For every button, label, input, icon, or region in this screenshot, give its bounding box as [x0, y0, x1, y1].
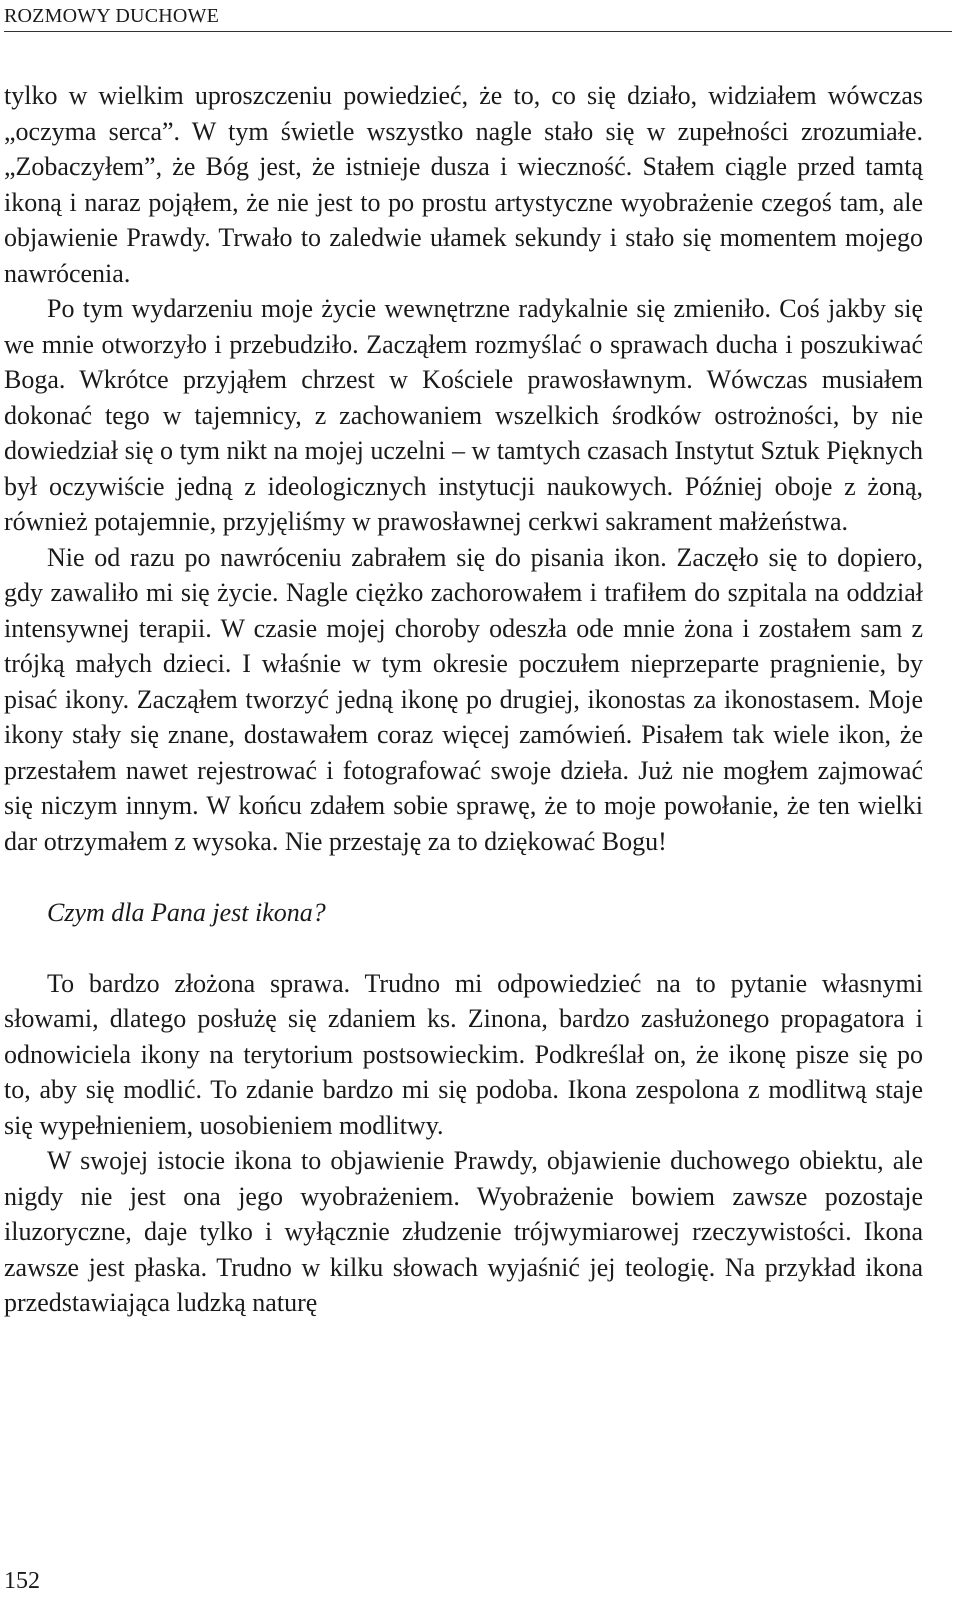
running-header	[4, 4, 952, 32]
body-text	[4, 78, 923, 1321]
running-title: ROZMOWY DUCHOWE	[4, 5, 220, 27]
paragraph: tylko w wielkim uproszczeniu powiedzieć, że to, co się działo, widziałem wówczas „oczyma serca”. W tym świetle wszystko nagle stało się w zupełności zrozumiałe. „Zobaczyłem”, że Bóg jest, że istnieje dusza i wieczność. Stałem ciągle przed tamtą ikoną i naraz pojąłem, że nie jest to po prostu artystyczne wyobrażenie czegoś tam, ale objawienie Prawdy. Trwało to zaledwie ułamek sekundy i stało się momentem mojego nawrócenia.	[4, 81, 923, 288]
interview-question: Czym dla Pana jest ikona?	[47, 897, 326, 927]
page-number: 152	[4, 1568, 40, 1594]
paragraph: Po tym wydarzeniu moje życie wewnętrzne radykalnie się zmieniło. Coś jakby się we mnie otworzyło i przebudziło. Zacząłem rozmyślać o sprawach ducha i poszukiwać Boga. Wkrótce przyjąłem chrzest w Kościele prawosławnym. Wówczas musiałem dokonać tego w tajemnicy, z zachowaniem wszelkich środków ostrożności, by nie dowiedział się o tym nikt na mojej uczelni – w tamtych czasach Instytut Sztuk Pięknych był oczywiście jedną z ideologicznych instytucji naukowych. Później oboje z żoną, również potajemnie, przyjęliśmy w prawosławnej cerkwi sakrament małżeństwa.	[4, 294, 923, 536]
paragraph: To bardzo złożona sprawa. Trudno mi odpowiedzieć na to pytanie własnymi słowami, dlatego posłużę się zdaniem ks. Zinona, bardzo zasłużonego propagatora i odnowiciela ikony na terytorium postsowieckim. Podkreślał on, że ikonę pisze się po to, aby się modlić. To zdanie bardzo mi się podoba. Ikona zespolona z modlitwą staje się wypełnieniem, uosobieniem modlitwy.	[4, 968, 923, 1140]
paragraph: Nie od razu po nawróceniu zabrałem się do pisania ikon. Zaczęło się to dopiero, gdy zawaliło mi się życie. Nagle ciężko zachorowałem i trafiłem do szpitala na oddział intensywnej terapii. W czasie mojej choroby odeszła ode mnie żona i zostałem sam z trójką małych dzieci. I właśnie w tym okresie poczułem nieprzeparte pragnienie, by pisać ikony. Zacząłem tworzyć jedną ikonę po drugiej, ikonostas za ikonostasem. Moje ikony stały się znane, dostawałem coraz więcej zamówień. Pisałem tak wiele ikon, że przestałem nawet rejestrować i fotografować swoje dzieła. Już nie mogłem zajmować się niczym innym. W końcu zdałem sobie sprawę, że to moje powołanie, że ten wielki dar otrzymałem z wysoka. Nie przestaję za to dziękować Bogu!	[4, 542, 923, 856]
paragraph: W swojej istocie ikona to objawienie Prawdy, objawienie duchowego obiektu, ale nigdy nie jest ona jego wyobrażeniem. Wyobrażenie bowiem zawsze pozostaje iluzoryczne, daje tylko i wyłącznie złudzenie trójwymiarowej rzeczywistości. Ikona zawsze jest płaska. Trudno w kilku słowach wyjaśnić jej teologię. Na przykład ikona przedstawiająca ludzką naturę	[4, 1146, 923, 1317]
